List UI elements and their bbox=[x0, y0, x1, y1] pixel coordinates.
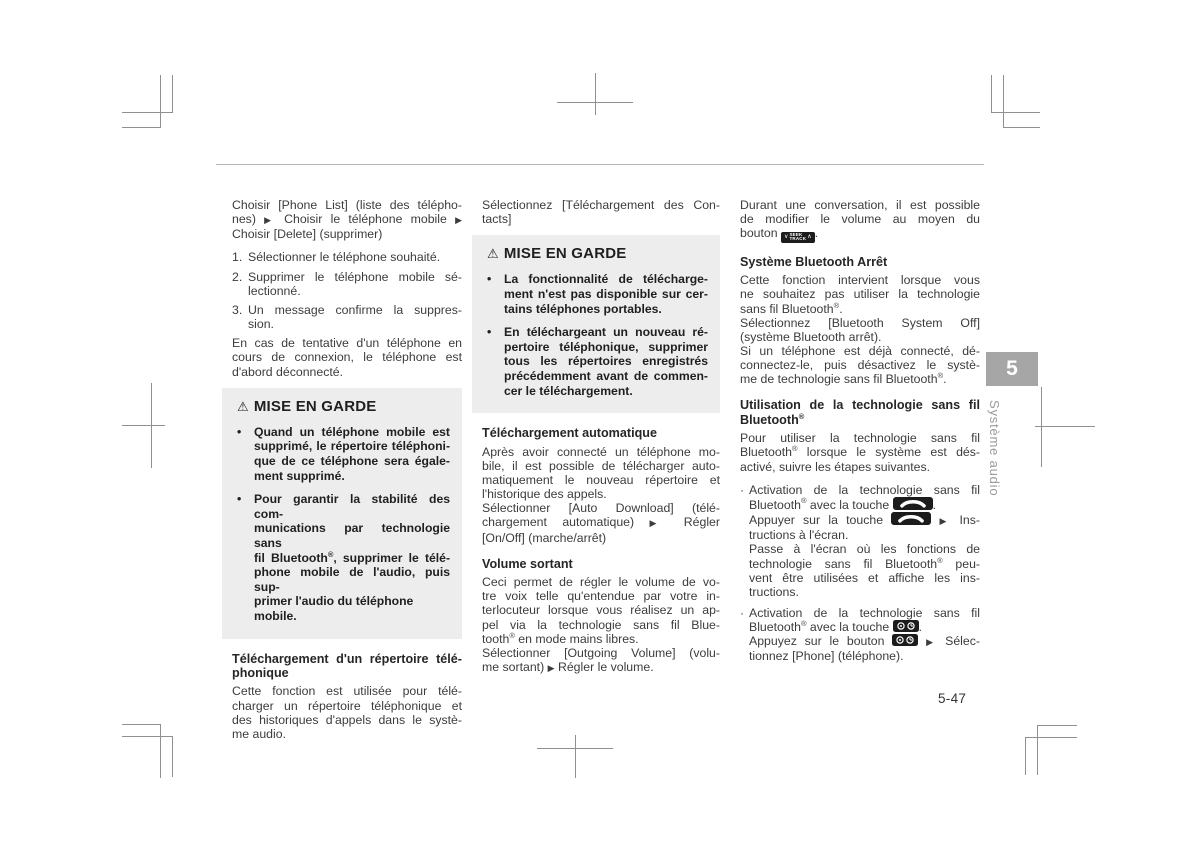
text-line: Quand un téléphone mobile est bbox=[254, 424, 450, 439]
registration-mark bbox=[1035, 426, 1095, 427]
warning-triangle-icon: ⚠ bbox=[487, 246, 499, 262]
text-line: Sélectionnez [Bluetooth System Off] bbox=[740, 315, 980, 330]
registered-mark: ® bbox=[800, 619, 807, 629]
caution-title-text: MISE EN GARDE bbox=[503, 245, 627, 263]
paragraph bbox=[232, 684, 462, 741]
next-step-arrow-icon: ▶ bbox=[455, 215, 463, 226]
text-line: Activation de la technologie sans fil bbox=[749, 482, 980, 497]
column-left bbox=[232, 198, 462, 750]
item-text bbox=[749, 483, 980, 599]
crop-mark bbox=[991, 75, 992, 113]
text-line: tructions. bbox=[749, 584, 799, 599]
text-line: Sélectionner [Auto Download] (télé- bbox=[482, 501, 720, 516]
text-line: tacts] bbox=[482, 212, 512, 227]
text-line: Appuyer sur la touche ▶ Ins- bbox=[749, 513, 980, 528]
registered-mark: ® bbox=[800, 495, 807, 505]
text-line: me audio. bbox=[232, 726, 287, 741]
text-line: primer l'audio du téléphone mobile. bbox=[254, 594, 414, 623]
text-line: Sélectionner [Outgoing Volume] (volu- bbox=[482, 645, 720, 660]
text-line: En téléchargeant un nouveau ré- bbox=[504, 325, 708, 340]
text-line: Téléchargement automatique bbox=[482, 426, 657, 441]
text-line: pel via la technologie sans fil Blue- bbox=[482, 617, 720, 632]
text-line: l'historique des appels. bbox=[482, 487, 607, 502]
caution-title bbox=[237, 397, 450, 415]
bullet-icon: • bbox=[237, 424, 242, 439]
caution-item bbox=[487, 272, 708, 316]
text-line: tains téléphones portables. bbox=[504, 301, 662, 316]
text-line: Passe à l'écran où les fonctions de bbox=[749, 542, 980, 557]
text-line: chargement automatique) ▶ Régler bbox=[482, 515, 720, 530]
column-middle bbox=[482, 198, 720, 684]
item-text bbox=[749, 606, 980, 664]
crop-mark bbox=[160, 724, 161, 778]
text-line: ment n'est pas disponible sur cer- bbox=[504, 287, 708, 302]
caution-item bbox=[237, 492, 450, 623]
text-line: ne souhaitez pas utiliser la technologie bbox=[740, 287, 980, 302]
section-heading bbox=[482, 426, 720, 440]
crop-mark bbox=[122, 112, 172, 113]
next-step-arrow-icon: ▶ bbox=[547, 663, 555, 674]
text-line: Durant une conversation, il est possible bbox=[740, 198, 980, 212]
text-line: me de technologie sans fil Bluetooth®. bbox=[740, 371, 947, 387]
registration-mark bbox=[575, 735, 576, 778]
caution-item-text bbox=[504, 325, 708, 398]
crop-mark bbox=[991, 112, 1040, 113]
text-line: matiquement le nouveau répertoire et bbox=[482, 472, 720, 487]
text-line: Pour utiliser la technologie sans fil bbox=[740, 431, 980, 446]
paragraph bbox=[740, 273, 980, 386]
text-line: cours de connexion, le téléphone est bbox=[232, 350, 462, 365]
text-line: des historiques d'appels dans le systè- bbox=[232, 712, 462, 727]
crop-mark bbox=[1003, 127, 1040, 128]
registered-mark: ® bbox=[791, 444, 798, 454]
text-line: bile, il est possible de télécharger auto- bbox=[482, 458, 720, 473]
crop-mark bbox=[1025, 737, 1077, 738]
text-line: La fonctionnalité de télécharge- bbox=[504, 272, 708, 287]
numbered-item bbox=[232, 303, 462, 331]
text-line: que de ce téléphone sera égale- bbox=[254, 454, 450, 469]
text-line: supprimé, le répertoire téléphoni- bbox=[254, 439, 450, 454]
text-line: lectionné. bbox=[248, 283, 301, 298]
text-line: d'abord déconnecté. bbox=[232, 364, 344, 379]
text-line: précédemment avant de commen- bbox=[504, 369, 708, 384]
text-line: Appuyez sur le bouton ▶ Sélec- bbox=[749, 634, 980, 649]
text-line: ment supprimé. bbox=[254, 468, 345, 483]
text-line: Volume sortant bbox=[482, 556, 573, 571]
item-number: 2. bbox=[232, 269, 243, 284]
crop-mark bbox=[122, 724, 161, 725]
section-heading bbox=[232, 652, 462, 681]
registered-mark: ® bbox=[509, 630, 515, 640]
section-heading bbox=[740, 255, 980, 269]
chapter-tab: 5 bbox=[986, 352, 1038, 386]
text-line: Pour garantir la stabilité des com- bbox=[254, 492, 450, 521]
text-line: [On/Off] (marche/arrêt) bbox=[482, 530, 607, 545]
registered-mark: ® bbox=[327, 549, 334, 559]
bullet-icon: • bbox=[237, 492, 242, 507]
registered-mark: ® bbox=[798, 411, 805, 421]
crop-mark bbox=[1025, 737, 1026, 775]
text-line: Utilisation de la technologie sans fil bbox=[740, 398, 980, 413]
seek-label: SEEK bbox=[789, 231, 803, 237]
text-line: Téléchargement d'un répertoire télé- bbox=[232, 651, 462, 666]
caution-item-text bbox=[504, 272, 708, 316]
paragraph bbox=[482, 445, 720, 545]
text-line: tre voix telle qu'entendue par votre in- bbox=[482, 589, 720, 604]
crop-mark bbox=[122, 127, 161, 128]
paragraph bbox=[482, 198, 720, 226]
next-step-arrow-icon: ▶ bbox=[649, 518, 669, 529]
crop-mark bbox=[1037, 725, 1077, 726]
paragraph bbox=[232, 336, 462, 378]
crop-mark bbox=[1037, 725, 1038, 775]
caution-title-text: MISE EN GARDE bbox=[253, 397, 377, 415]
registration-mark bbox=[1041, 387, 1042, 467]
call-key-icon bbox=[893, 497, 933, 510]
caution-box bbox=[222, 388, 462, 639]
next-step-arrow-icon: ▶ bbox=[939, 516, 952, 527]
caution-item-text bbox=[254, 492, 450, 623]
text-line: Cette fonction intervient lorsque vous bbox=[740, 273, 980, 288]
crop-mark bbox=[172, 75, 173, 113]
crop-mark bbox=[172, 736, 173, 777]
item-number: 3. bbox=[232, 302, 243, 317]
next-step-arrow-icon: ▶ bbox=[264, 215, 276, 226]
paragraph bbox=[482, 575, 720, 675]
text-line: vent être utilisées et affiche les ins- bbox=[749, 570, 980, 585]
bullet-icon: • bbox=[487, 272, 492, 287]
caution-item-text bbox=[254, 425, 450, 483]
numbered-item bbox=[232, 250, 462, 264]
caution-box bbox=[472, 235, 720, 413]
text-line: Sélectionnez [Téléchargement des Con- bbox=[482, 198, 720, 212]
header-rule bbox=[216, 164, 984, 165]
text-line: munications par technologie sans bbox=[254, 521, 450, 551]
text-line: Bluetooth® avec la touche . bbox=[749, 619, 923, 635]
item-number: 1. bbox=[232, 250, 243, 265]
registered-mark: ® bbox=[937, 555, 943, 565]
chevron-down-icon: ∨ bbox=[784, 234, 789, 241]
bullet-item bbox=[740, 483, 980, 599]
text-line: Activation de la technologie sans fil bbox=[749, 606, 980, 620]
numbered-item bbox=[232, 270, 462, 298]
chevron-up-icon: ∧ bbox=[807, 234, 812, 241]
registration-mark bbox=[122, 425, 165, 426]
item-text bbox=[248, 270, 462, 298]
text-line: pertoire téléphonique, supprimer bbox=[504, 339, 708, 354]
text-line: phone mobile de l'audio, puis sup- bbox=[254, 565, 450, 594]
voice-phone-key-icon bbox=[893, 620, 919, 632]
text-line: Après avoir connecté un téléphone mo- bbox=[482, 444, 720, 459]
text-line: charger un répertoire téléphonique et bbox=[232, 698, 462, 713]
text-line: de modifier le volume au moyen du bbox=[740, 212, 980, 227]
text-line: Sélectionner le téléphone souhaité. bbox=[248, 250, 441, 265]
page-number: 5-47 bbox=[938, 691, 967, 706]
crop-mark bbox=[1003, 75, 1004, 128]
text-line: fil Bluetooth®, supprimer le télé- bbox=[254, 549, 451, 565]
text-line: Choisir [Phone List] (liste des télépho- bbox=[232, 198, 462, 212]
registration-mark bbox=[151, 383, 152, 468]
text-line: cer le téléchargement. bbox=[504, 383, 633, 398]
text-line: activé, suivre les étapes suivantes. bbox=[740, 459, 931, 474]
text-line: tructions à l'écran. bbox=[749, 528, 849, 543]
text-line: tooth® en mode mains libres. bbox=[482, 630, 639, 646]
text-line: Cette fonction est utilisée pour télé- bbox=[232, 684, 462, 699]
chapter-side-label: Système audio bbox=[987, 400, 1002, 497]
item-text bbox=[248, 250, 462, 264]
warning-triangle-icon: ⚠ bbox=[237, 398, 249, 414]
track-label: TRACK bbox=[789, 236, 807, 242]
text-line: Bluetooth® lorsque le système est dés- bbox=[740, 444, 980, 460]
text-line: (système Bluetooth arrêt). bbox=[740, 329, 882, 344]
text-line: Un message confirme la suppres- bbox=[248, 302, 462, 317]
text-line: connectez-le, puis désactivez le systè- bbox=[740, 358, 980, 373]
crop-mark bbox=[122, 736, 173, 737]
bullet-icon: · bbox=[740, 606, 745, 620]
call-key-icon bbox=[891, 512, 931, 525]
caution-item bbox=[237, 425, 450, 483]
text-line: nes) ▶ Choisir le téléphone mobile ▶ bbox=[232, 212, 463, 227]
text-line: Bluetooth® bbox=[740, 411, 805, 427]
paragraph bbox=[232, 198, 462, 241]
text-line: tionnez [Phone] (téléphone). bbox=[749, 649, 904, 664]
text-line: Bluetooth® avec la touche . bbox=[749, 495, 937, 512]
text-line: terlocuteur lorsque vous réalisez un ap- bbox=[482, 603, 720, 618]
registered-mark: ® bbox=[937, 371, 944, 381]
section-heading bbox=[482, 557, 720, 571]
bullet-item bbox=[740, 606, 980, 664]
text-line: me sortant) ▶ Régler le volume. bbox=[482, 660, 654, 675]
text-line: sion. bbox=[248, 317, 274, 332]
text-line: phonique bbox=[232, 666, 289, 680]
text-line: Système Bluetooth Arrêt bbox=[740, 254, 888, 269]
bullet-icon: · bbox=[740, 482, 745, 497]
text-line: bouton ∨ SEEK TRACK ∧ . bbox=[740, 226, 819, 242]
next-step-arrow-icon: ▶ bbox=[926, 637, 938, 648]
registration-mark bbox=[595, 73, 596, 115]
item-text bbox=[248, 303, 462, 331]
text-line: Supprimer le téléphone mobile sé- bbox=[248, 269, 462, 284]
caution-item bbox=[487, 325, 708, 398]
section-heading bbox=[740, 398, 980, 427]
text-line: En cas de tentative d'un téléphone en bbox=[232, 336, 462, 351]
text-line: Choisir [Delete] (supprimer) bbox=[232, 227, 383, 242]
seek-track-label bbox=[789, 233, 806, 242]
column-right bbox=[740, 198, 980, 671]
paragraph bbox=[740, 431, 980, 473]
text-line: Si un téléphone est déjà connecté, dé- bbox=[740, 344, 980, 358]
seek-track-rocker-button-icon bbox=[781, 232, 815, 243]
caution-title bbox=[487, 247, 708, 261]
voice-phone-key-icon bbox=[892, 634, 918, 646]
text-line: sans fil Bluetooth®. bbox=[740, 300, 843, 316]
paragraph bbox=[740, 198, 980, 243]
text-line: Ceci permet de régler le volume de vo- bbox=[482, 575, 720, 590]
bullet-icon: • bbox=[487, 325, 492, 340]
text-line: technologie sans fil Bluetooth® peu- bbox=[749, 555, 981, 571]
registered-mark: ® bbox=[833, 300, 840, 310]
crop-mark bbox=[160, 75, 161, 128]
text-line: tous les répertoires enregistrés bbox=[504, 354, 708, 369]
